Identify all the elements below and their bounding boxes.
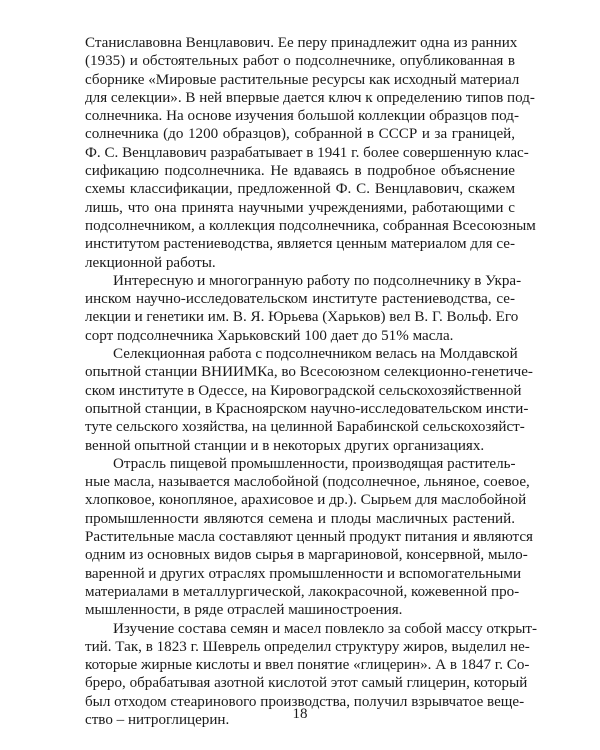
text-line: тий. Так, в 1823 г. Шеврель определил структуру жиров, выделил не- <box>85 638 530 655</box>
text-line: одним из основных видов сырья в маргариновой, консервной, мыло- <box>85 547 528 564</box>
text-line: венной опытной станции и в некоторых других организациях. <box>85 437 485 454</box>
text-line: был отходом стеаринового производства, получил взрывчатое веще- <box>85 693 525 710</box>
text-line: туте сельского хозяйства, на целинной Барабинской сельскохозяйст- <box>85 419 525 436</box>
text-line: Отрасль пищевой промышленности, производящая раститель- <box>113 455 516 472</box>
text-line: инском научно-исследовательском институте растениеводства, се- <box>85 291 515 308</box>
text-line: Станиславовна Венцлавович. Ее перу принадлежит одна из ранних <box>85 35 518 51</box>
text-line: ные масла, называется маслобойной (подсолнечное, льняное, соевое, <box>85 474 530 491</box>
text-line: промышленности являются семена и плоды масличных растений. <box>85 510 515 527</box>
text-line: сификацию подсолнечника. Не вдаваясь в подробное объяснение <box>85 163 515 180</box>
text-line: лекции и генетики им. В. Я. Юрьева (Харьков) вел В. Г. Вольф. Его <box>85 309 519 326</box>
text-line: для селекции». В ней впервые дается ключ к определению типов под- <box>85 89 535 106</box>
text-line: хлопковое, конопляное, арахисовое и др.). Сырьем для маслобойной <box>85 492 527 509</box>
text-line: лекционной работы. <box>85 254 216 271</box>
paragraph <box>85 455 533 620</box>
text-line: Селекционная работа с подсолнечником велась на Молдавской <box>113 346 518 363</box>
text-line: Ф. С. Венцлавович разрабатывает в 1941 г. более совершенную клас- <box>85 144 529 161</box>
text-line: солнечника. На основе изучения большой коллекции образцов под- <box>85 108 519 125</box>
text-line: опытной станции ВНИИМКа, во Всесоюзном селекционно-генетиче- <box>85 364 533 381</box>
text-line: подсолнечником, а коллекция подсолнечника, собранная Всесоюзным <box>85 217 536 234</box>
text-line: схемы классификации, предложенной Ф. С. Венцлавович, скажем <box>85 181 515 198</box>
paragraph <box>85 345 533 455</box>
text-line: которые жирные кислоты и ввел понятие «глицерин». А в 1847 г. Со- <box>85 657 530 674</box>
paragraph <box>85 272 522 345</box>
text-line: Изучение состава семян и масел повлекло за собой массу открыт- <box>113 620 538 637</box>
text-line: ском институте в Одессе, на Кировоградской сельскохозяйственной <box>85 382 522 399</box>
page-number: 18 <box>292 706 308 722</box>
text-line: лишь, что она принята научными учреждениями, работающими с <box>85 199 515 216</box>
text-line: мышленности, в ряде отраслей машиностроения. <box>85 602 403 619</box>
text-line: сорт подсолнечника Харьковский 100 дает до 51% масла. <box>85 327 454 344</box>
text-line: институтом растениеводства, является ценным материалом для се- <box>85 236 515 253</box>
body-text <box>85 34 538 729</box>
text-line: (1935) и обстоятельных работ о подсолнечнике, опубликованная в <box>85 53 515 70</box>
text-line: бреро, обрабатывая азотной кислотой этот самый глицерин, который <box>85 675 528 692</box>
text-line: варенной и других отраслях промышленности и вспомогательными <box>85 565 522 582</box>
text-line: солнечника (до 1200 образцов), собранной в СССР и за границей, <box>85 126 515 143</box>
text-line: ство – нитроглицерин. <box>85 711 230 728</box>
text-line: опытной станции, в Красноярском научно-исследовательском инсти- <box>85 400 529 417</box>
text-line: материалами в металлургической, лакокрасочной, кожевенной про- <box>85 583 520 600</box>
text-line: сборнике «Мировые растительные ресурсы как исходный материал <box>85 71 520 88</box>
paragraph <box>85 34 536 272</box>
text-line: Растительные масла составляют ценный продукт питания и являются <box>85 529 533 546</box>
text-line: Интересную и многогранную работу по подсолнечнику в Укра- <box>113 272 522 289</box>
